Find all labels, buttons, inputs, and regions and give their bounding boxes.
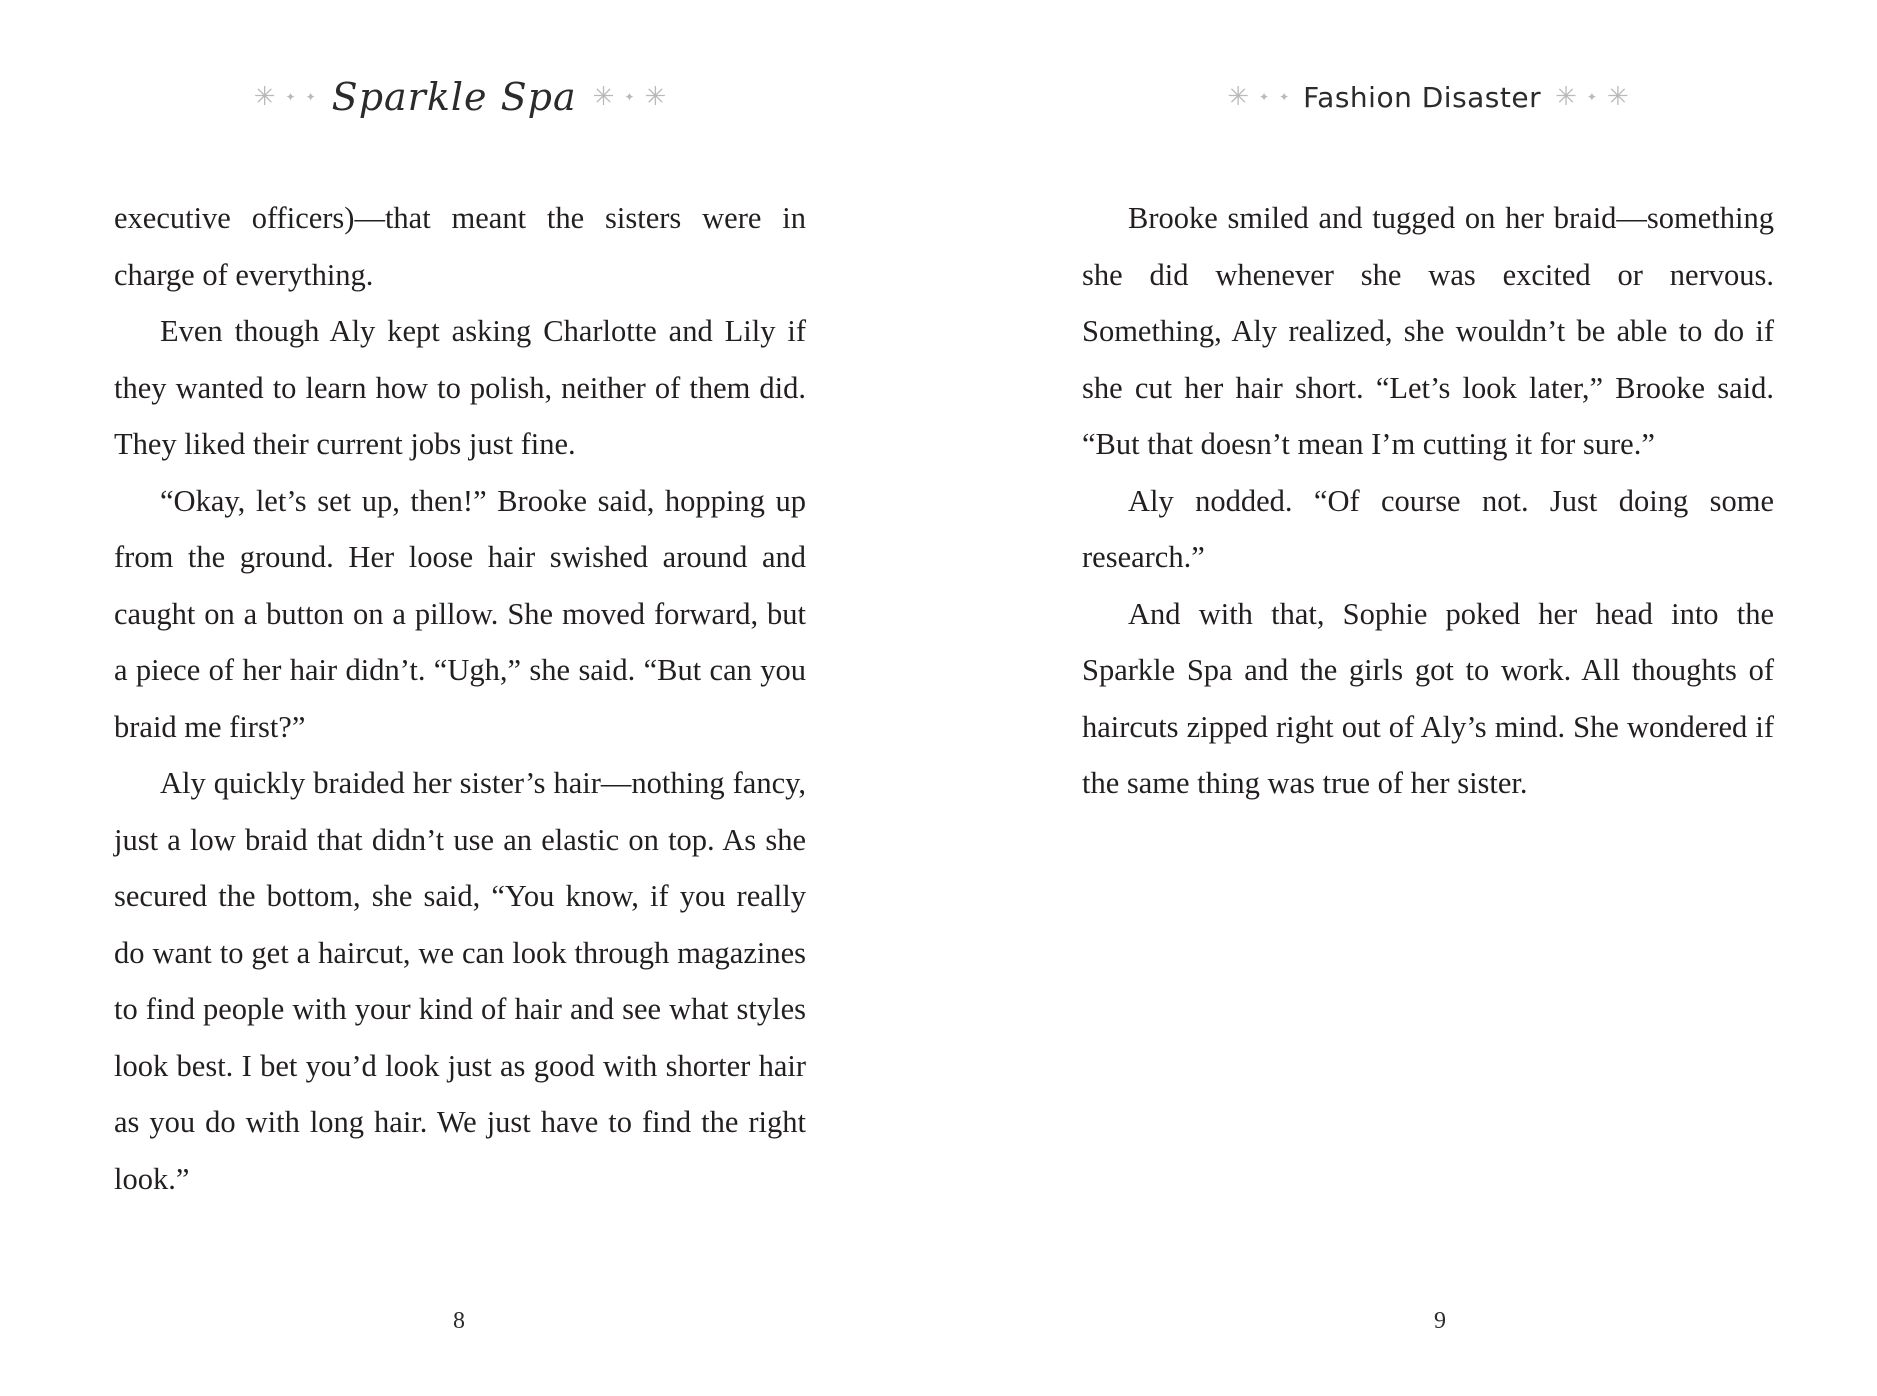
chapter-title: Fashion Disaster	[1303, 80, 1542, 114]
sparkle-icon: ✳	[1227, 82, 1250, 111]
sparkle-icon: ✳	[1555, 82, 1577, 111]
right-head-ornament-right	[1555, 84, 1629, 110]
series-title: Sparkle Spa	[331, 75, 577, 119]
right-running-head	[1218, 62, 1638, 132]
left-head-ornament-right	[593, 84, 667, 110]
paragraph: Aly quickly braided her sister’s hair—nothing fancy, just a low braid that didn’t use an elastic on top. As she secured the bottom, she said, “You know, if you really do want to get a haircut, we can look through magazines to find people with your kind of hair and see what styles look best. I bet you’d look just as good with shorter hair as you do with long hair. We just have to find the right look.”	[114, 766, 806, 1196]
sparkle-dot-icon: ✦	[624, 90, 635, 104]
left-body-text	[114, 190, 806, 1207]
sparkle-dot-icon: ✦	[1259, 90, 1270, 104]
sparkle-dot-icon: ✦	[1586, 90, 1597, 104]
paragraph: Brooke smiled and tugged on her braid—something she did whenever she was excited or nervous. Something, Aly realized, she wouldn’t be able to do if she cut her hair short. “Let’s look later,” Brooke said. “But that doesn’t mean I’m cutting it for sure.”	[1082, 201, 1774, 461]
paragraph: And with that, Sophie poked her head into the Sparkle Spa and the girls got to work. All thoughts of haircuts zipped right out of Aly’s mind. She wondered if the same thing was true of her sister.	[1082, 596, 1774, 800]
page-number: 8	[453, 1308, 465, 1334]
left-running-head	[250, 62, 670, 132]
left-head-ornament-left	[254, 84, 316, 110]
sparkle-dot-icon: ✦	[285, 90, 296, 104]
sparkle-dot-icon: ✦	[305, 90, 316, 104]
page-number: 9	[1434, 1308, 1446, 1334]
sparkle-icon: ✳	[592, 82, 615, 111]
left-page	[0, 0, 938, 1396]
sparkle-dot-icon: ✦	[1279, 90, 1290, 104]
paragraph: Even though Aly kept asking Charlotte and Lily if they wanted to learn how to polish, neither of them did. They liked their current jobs just fine.	[114, 314, 806, 461]
sparkle-icon: ✳	[644, 82, 667, 111]
paragraph: Aly nodded. “Of course not. Just doing some research.”	[1082, 483, 1774, 574]
paragraph: executive officers)—that meant the sisters were in charge of everything.	[114, 201, 806, 292]
sparkle-icon: ✳	[1606, 82, 1629, 111]
right-head-ornament-left	[1227, 84, 1289, 110]
right-page	[938, 0, 1877, 1396]
sparkle-icon: ✳	[253, 82, 276, 111]
right-body-text	[1082, 190, 1774, 812]
paragraph: “Okay, let’s set up, then!” Brooke said, hopping up from the ground. Her loose hair swished around and caught on a button on a pillow. She moved forward, but a piece of her hair didn’t. “Ugh,” she said. “But can you braid me first?”	[114, 483, 806, 744]
